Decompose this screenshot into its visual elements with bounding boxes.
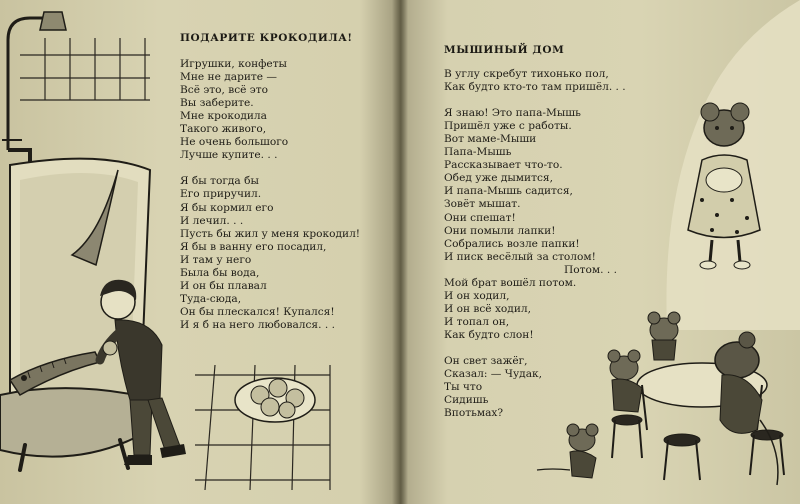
poem-line: Обед уже дымится, [444, 172, 553, 185]
poem-line: И там у него [180, 253, 252, 266]
poem-line: Такого живого, [180, 123, 267, 136]
poem-text-crocodile [180, 58, 360, 332]
poem-line: И писк весёлый за столом! [444, 250, 596, 263]
poem-line: Пришёл уже с работы. [444, 120, 572, 133]
poem-line: В углу скребут тихонько пол, [444, 68, 609, 80]
poem-line: Они спешат! [444, 211, 516, 224]
poem-line: Туда-сюда, [180, 292, 242, 305]
poem-line: Всё это, всё это [180, 84, 268, 97]
poem-line: Его приручил. [180, 188, 262, 201]
stanza-break [444, 342, 626, 355]
poem-line: Рассказывает что-то. [444, 159, 563, 172]
poem-line: Мне не дарите — [180, 71, 278, 84]
poem-title-crocodile: ПОДАРИТЕ КРОКОДИЛА! [180, 32, 353, 44]
poem-line: И он ходил, [444, 289, 510, 302]
poem-line: Сказал: — Чудак, [444, 368, 543, 381]
poem-line: Как будто слон! [444, 328, 534, 341]
poem-line: Потом. . . [564, 263, 617, 276]
poem-line: Пусть бы жил у меня крокодил! [180, 227, 361, 240]
poem-line: Я знаю! Это папа-Мышь [444, 107, 581, 120]
wall-tiles [20, 38, 150, 100]
poem-line: Мой брат вошёл потом. [444, 276, 577, 289]
poem-line: Мне крокодила [180, 110, 267, 123]
shower [2, 12, 66, 165]
poem-line: Ты что [444, 381, 483, 394]
poem-line: И он всё ходил, [444, 302, 531, 315]
plate-with-apples [235, 378, 315, 422]
poem-line: И он бы плавал [180, 279, 267, 292]
poem-line: Была бы вода, [180, 266, 260, 279]
poem-line: И я б на него любовался. . . [180, 318, 335, 331]
poem-line: Впотьмах? [444, 407, 504, 420]
poem-line: Как будто кто-то там пришёл. . . [444, 81, 626, 94]
poem-line: Я бы в ванну его посадил, [180, 240, 327, 253]
poem-line: Зовёт мышат. [444, 198, 521, 211]
poem-line: Я бы кормил его [180, 201, 274, 214]
left-page [0, 0, 398, 504]
poem-line: Сидишь [444, 394, 489, 407]
stanza-break [180, 162, 360, 175]
poem-line: Вы заберите. [180, 97, 254, 110]
stanza-break [444, 94, 626, 107]
poem-text-mouse-house [444, 68, 626, 420]
right-page [402, 0, 800, 504]
poem-line: И лечил. . . [180, 214, 244, 227]
poem-line: И папа-Мышь садится, [444, 185, 573, 198]
poem-line: Не очень большого [180, 136, 289, 149]
papa-mouse [715, 332, 778, 485]
poem-title-mouse-house: МЫШИНЫЙ ДОМ [444, 44, 565, 56]
poem-line: Они помыли лапки! [444, 224, 556, 237]
poem-line: Лучше купите. . . [180, 149, 278, 162]
poem-line: И топал он, [444, 315, 510, 328]
poem-line: Игрушки, конфеты [180, 58, 287, 70]
poem-line: Папа-Мышь [444, 146, 512, 159]
poem-line: Он бы плескался! Купался! [180, 305, 335, 318]
poem-line: Он свет зажёг, [444, 355, 528, 368]
poem-line: Вот маме-Мыши [444, 133, 537, 146]
poem-line: Собрались возле папки! [444, 237, 580, 250]
poem-line: Я бы тогда бы [180, 175, 259, 188]
